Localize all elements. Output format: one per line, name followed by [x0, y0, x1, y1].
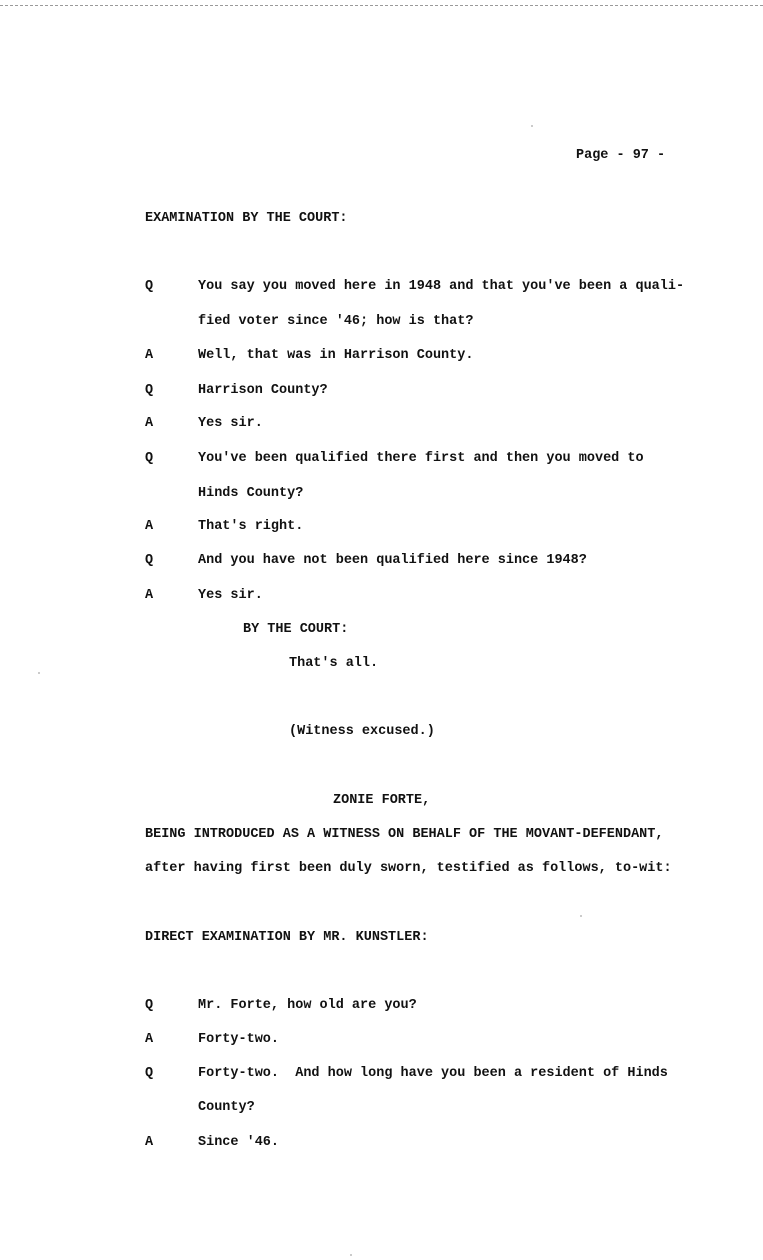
qa-speaker: Q	[145, 451, 154, 466]
qa-speaker: A	[145, 1135, 154, 1150]
qa-speaker: A	[145, 416, 154, 431]
qa-text: And you have not been qualified here since 1948?	[198, 553, 587, 568]
qa-line	[0, 1135, 763, 1155]
direct-examination-heading: DIRECT EXAMINATION BY MR. KUNSTLER:	[145, 930, 429, 945]
qa-text: Since '46.	[198, 1135, 280, 1150]
qa-speaker: Q	[145, 383, 154, 398]
qa-speaker: Q	[145, 279, 154, 294]
qa-speaker: A	[145, 1032, 154, 1047]
scan-speck	[350, 1254, 352, 1256]
qa-speaker: Q	[145, 553, 154, 568]
qa-line	[0, 416, 763, 436]
scan-speck	[38, 672, 40, 674]
qa-line	[0, 279, 763, 299]
page-number: Page - 97 -	[576, 148, 666, 163]
qa-speaker: A	[145, 519, 154, 534]
qa-text: fied voter since '46; how is that?	[198, 314, 474, 329]
qa-speaker: A	[145, 348, 154, 363]
examination-heading: EXAMINATION BY THE COURT:	[145, 211, 348, 226]
witness-intro-line-1: BEING INTRODUCED AS A WITNESS ON BEHALF OF THE MOVANT-DEFENDANT,	[145, 827, 664, 842]
qa-text: You've been qualified there first and then you moved to	[198, 451, 644, 466]
qa-text: Hinds County?	[198, 486, 304, 501]
qa-text: Well, that was in Harrison County.	[198, 348, 474, 363]
qa-line	[0, 486, 763, 506]
qa-text: Forty-two. And how long have you been a resident of Hinds	[198, 1066, 668, 1081]
qa-line	[0, 348, 763, 368]
qa-line	[0, 588, 763, 608]
qa-line	[0, 1066, 763, 1086]
page-top-edge	[0, 0, 763, 6]
qa-line	[0, 553, 763, 573]
scan-speck	[580, 915, 582, 917]
qa-speaker: Q	[145, 998, 154, 1013]
qa-text: Yes sir.	[198, 588, 263, 603]
qa-text: Harrison County?	[198, 383, 328, 398]
qa-line	[0, 451, 763, 471]
qa-line	[0, 1032, 763, 1052]
qa-text: Yes sir.	[198, 416, 263, 431]
qa-line	[0, 383, 763, 403]
witness-excused-note: (Witness excused.)	[289, 724, 435, 739]
qa-text: Forty-two.	[198, 1032, 280, 1047]
qa-text: Mr. Forte, how old are you?	[198, 998, 417, 1013]
witness-intro-line-2: after having first been duly sworn, testified as follows, to-wit:	[145, 861, 672, 876]
qa-speaker: A	[145, 588, 154, 603]
scan-speck	[531, 125, 533, 127]
qa-text: That's right.	[198, 519, 304, 534]
qa-speaker: Q	[145, 1066, 154, 1081]
qa-line	[0, 1100, 763, 1120]
qa-line	[0, 314, 763, 334]
thats-all-statement: That's all.	[289, 656, 379, 671]
qa-line	[0, 519, 763, 539]
qa-text: County?	[198, 1100, 255, 1115]
by-the-court-label: BY THE COURT:	[243, 622, 349, 637]
qa-line	[0, 998, 763, 1018]
qa-text: You say you moved here in 1948 and that you've been a quali-	[198, 279, 685, 294]
witness-name: ZONIE FORTE,	[333, 793, 431, 808]
